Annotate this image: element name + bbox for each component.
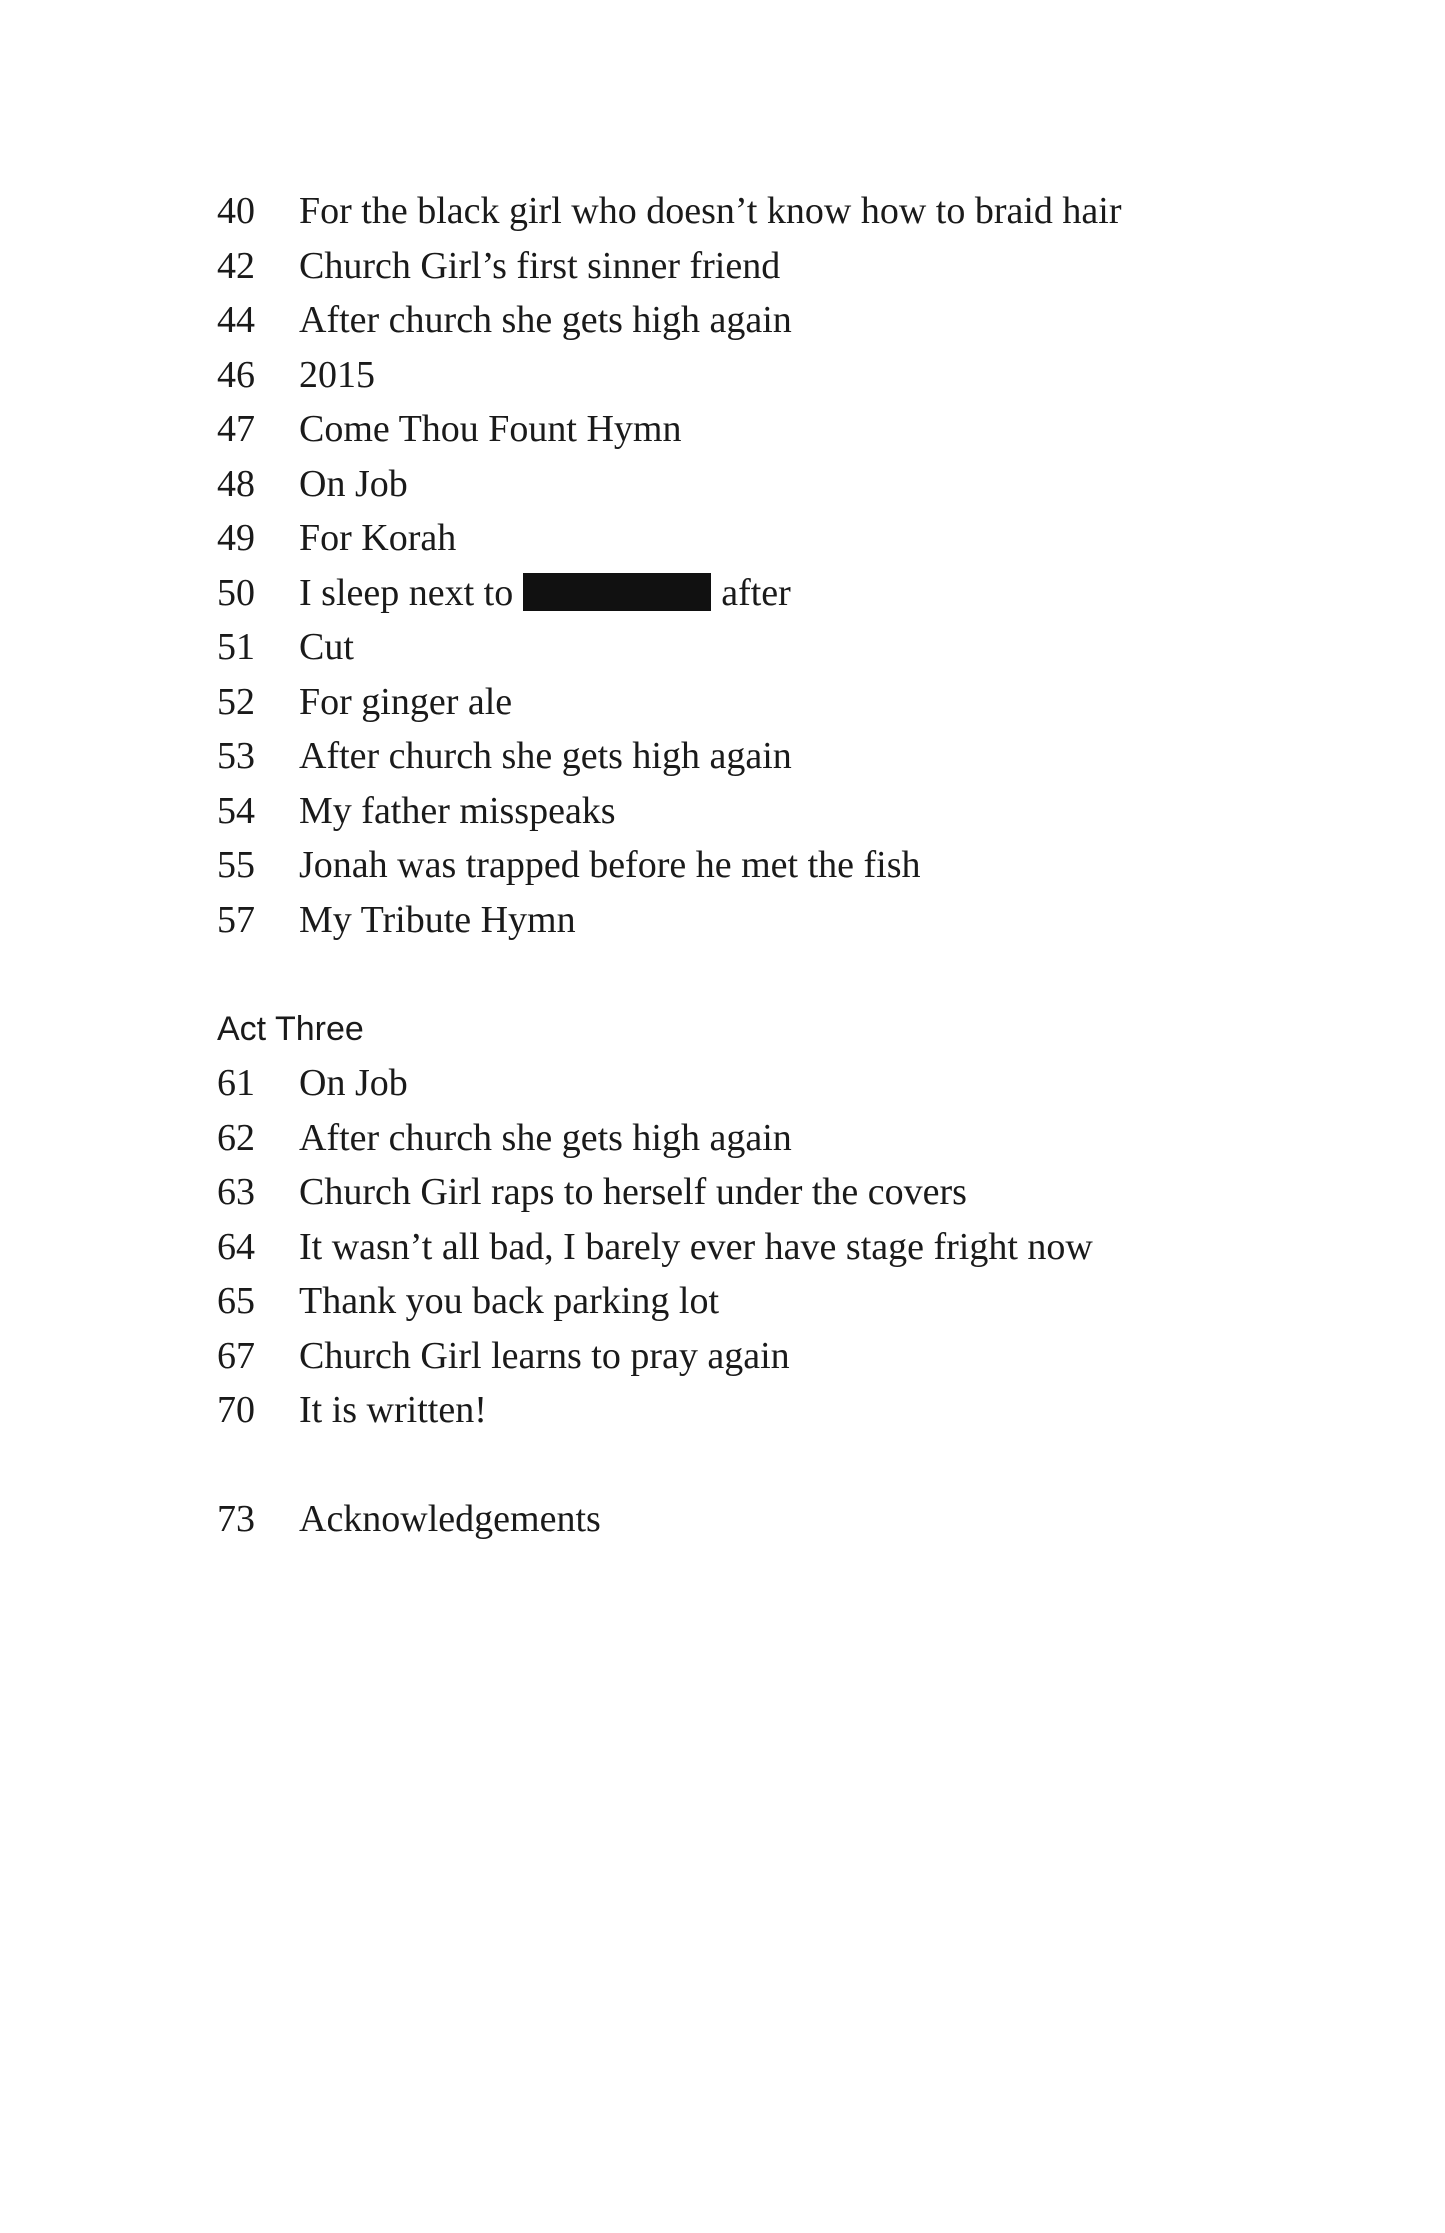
page-number: 65 [217,1280,255,1322]
entry-title: Acknowledgements [299,1498,601,1540]
toc-entry [217,511,1317,566]
page-number: 53 [217,735,255,777]
toc-entry [217,293,1317,348]
toc-entry [217,1329,1317,1384]
entry-title: For ginger ale [299,680,513,723]
redaction-bar [523,573,711,611]
page-number: 55 [217,844,255,886]
entry-title: Church Girl’s first sinner friend [299,244,781,287]
page-number: 67 [217,1334,255,1377]
toc-entry [217,675,1317,730]
entry-title: It is written! [299,1389,487,1431]
page-number: 52 [217,680,255,723]
entry-title: On Job [299,462,408,505]
table-of-contents [217,184,1317,1547]
section-heading-act-three: Act Three [217,1009,364,1048]
page-number: 47 [217,408,255,450]
entry-title: On Job [299,1062,408,1104]
entry-title: After church she gets high again [299,299,792,341]
toc-entry [217,402,1317,457]
page-number: 62 [217,1116,255,1159]
entry-title: My Tribute Hymn [299,898,576,941]
page-number: 49 [217,517,255,559]
toc-entry [217,1274,1317,1329]
entry-title: Cut [299,626,354,668]
section-gap [217,1438,1317,1493]
page-number: 40 [217,190,255,232]
page-number: 46 [217,353,255,396]
entry-title: For the black girl who doesn’t know how to braid hair [299,190,1122,232]
page-number: 57 [217,898,255,941]
toc-entry-redacted [217,566,1317,621]
toc-entry [217,729,1317,784]
entry-title: Church Girl raps to herself under the covers [299,1171,967,1213]
entry-title: Jonah was trapped before he met the fish [299,844,921,886]
toc-entry [217,620,1317,675]
page-number: 70 [217,1389,255,1431]
toc-entry [217,457,1317,512]
page-number: 50 [217,571,255,614]
page-number: 64 [217,1225,255,1268]
toc-entry [217,1220,1317,1275]
page-number: 42 [217,244,255,287]
entry-title [299,566,791,621]
entry-title: Come Thou Fount Hymn [299,408,682,450]
toc-entry [217,184,1317,239]
section-gap [217,947,1317,1002]
entry-title: Church Girl learns to pray again [299,1334,790,1377]
toc-entry [217,348,1317,403]
toc-entry [217,784,1317,839]
entry-title: Thank you back parking lot [299,1280,720,1322]
toc-entry [217,893,1317,948]
toc-entry [217,1056,1317,1111]
entry-title: It wasn’t all bad, I barely ever have stage fright now [299,1225,1093,1268]
toc-entry [217,838,1317,893]
page-number: 63 [217,1171,255,1213]
entry-title: After church she gets high again [299,735,792,777]
page-number: 61 [217,1062,255,1104]
entry-title-after: after [721,571,791,614]
toc-entry-acknowledgements [217,1492,1317,1547]
toc-entry [217,1383,1317,1438]
entry-title: 2015 [299,353,375,396]
page-number: 73 [217,1498,255,1540]
entry-title-before: I sleep next to [299,571,514,614]
toc-entry [217,1165,1317,1220]
page-number: 44 [217,299,255,341]
entry-title: For Korah [299,517,457,559]
toc-entry [217,1111,1317,1166]
toc-entry [217,239,1317,294]
entry-title: After church she gets high again [299,1116,792,1159]
entry-title: My father misspeaks [299,789,616,832]
page-number: 54 [217,789,255,832]
page-number: 48 [217,462,255,505]
page-number: 51 [217,626,255,668]
